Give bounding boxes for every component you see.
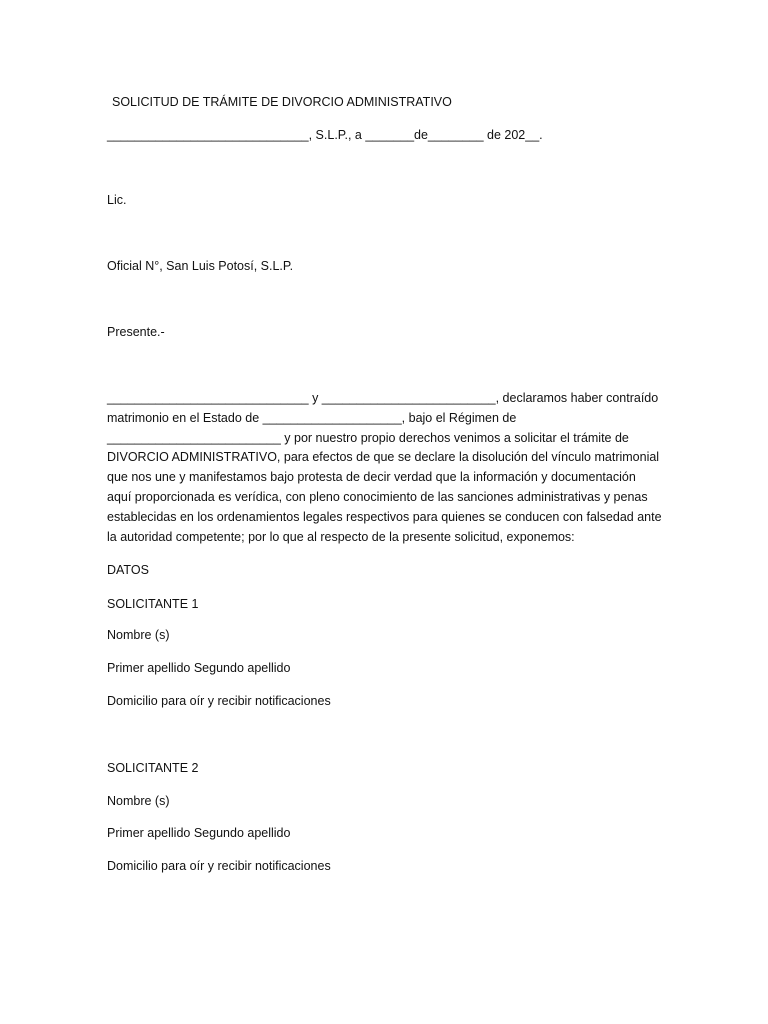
addressee-line: Lic. bbox=[107, 193, 127, 207]
applicant2-address-label: Domicilio para oír y recibir notificaciones bbox=[107, 859, 331, 873]
paragraph-line: aquí proporcionada es verídica, con pleno conocimiento de las sanciones administrativas y penas bbox=[107, 489, 648, 504]
applicant2-name-label: Nombre (s) bbox=[107, 794, 170, 808]
applicant1-address-label: Domicilio para oír y recibir notificaciones bbox=[107, 694, 331, 708]
paragraph-line: matrimonio en el Estado de ____________________, bajo el Régimen de bbox=[107, 410, 517, 425]
section-heading-datos: DATOS bbox=[107, 563, 149, 577]
applicant1-heading: SOLICITANTE 1 bbox=[107, 597, 199, 611]
applicant1-surnames-label: Primer apellido Segundo apellido bbox=[107, 661, 291, 675]
paragraph-line: _________________________ y por nuestro propio derechos venimos a solicitar el trámite de bbox=[107, 430, 629, 445]
paragraph-line: _____________________________ y _________________________, declaramos haber contraído bbox=[107, 391, 659, 405]
document-title: SOLICITUD DE TRÁMITE DE DIVORCIO ADMINISTRATIVO bbox=[112, 95, 452, 109]
date-line: _____________________________, S.L.P., a _______de________ de 202__. bbox=[107, 128, 543, 142]
paragraph-line: DIVORCIO ADMINISTRATIVO, para efectos de que se declare la disolución del vínculo matrimonial bbox=[107, 450, 660, 465]
greeting-line: Presente.- bbox=[107, 325, 165, 339]
applicant2-heading: SOLICITANTE 2 bbox=[107, 761, 199, 775]
applicant1-name-label: Nombre (s) bbox=[107, 628, 170, 642]
body-paragraph bbox=[107, 389, 667, 547]
paragraph-line: la autoridad competente; por lo que al respecto de la presente solicitud, exponemos: bbox=[107, 529, 575, 544]
applicant2-surnames-label: Primer apellido Segundo apellido bbox=[107, 826, 291, 840]
office-line: Oficial N°, San Luis Potosí, S.L.P. bbox=[107, 259, 294, 273]
paragraph-line: establecidas en los ordenamientos legales respectivos para quienes se conducen con falsedad ante bbox=[107, 509, 662, 524]
paragraph-line: que nos une y manifestamos bajo protesta de decir verdad que la información y documentación bbox=[107, 470, 636, 485]
